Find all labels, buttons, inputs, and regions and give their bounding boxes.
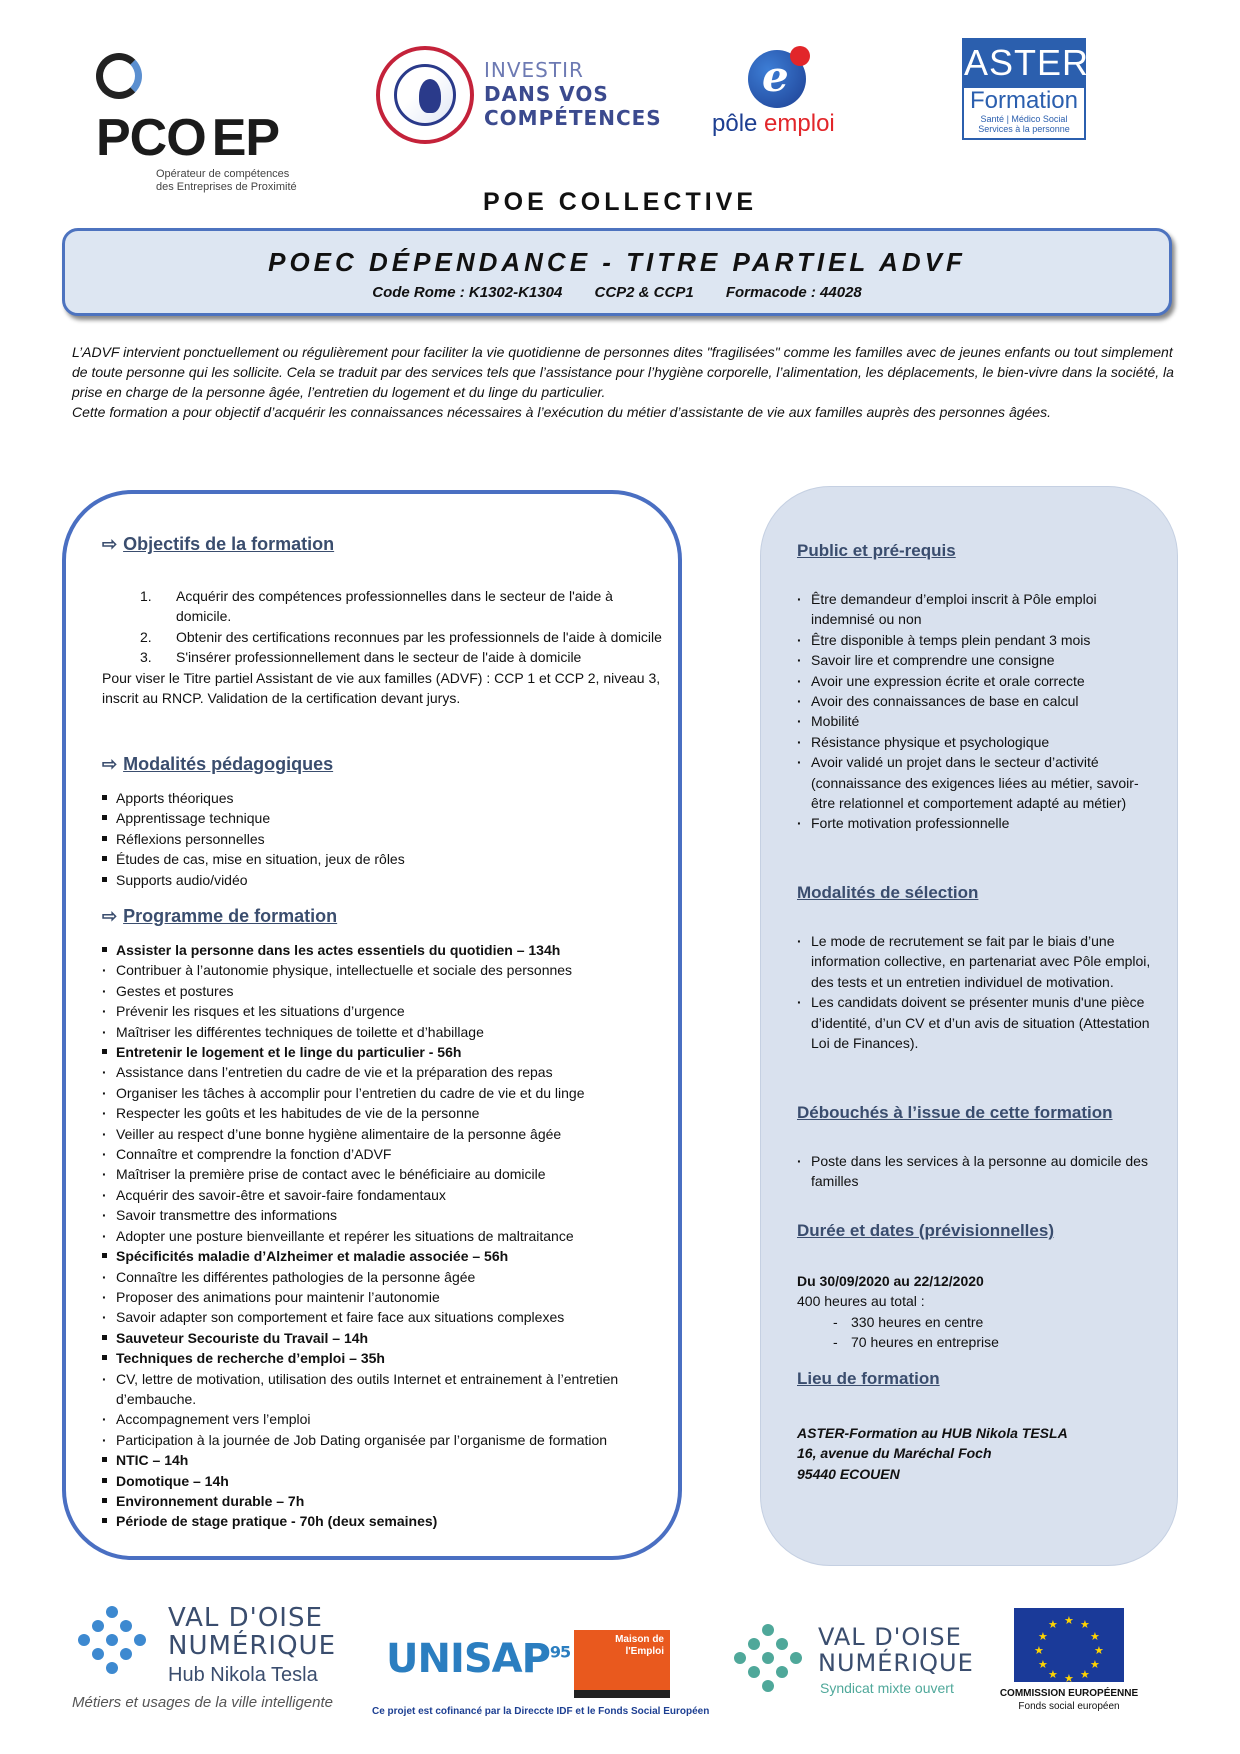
objectif-text: Acquérir des compétences professionnelles dans le secteur de l'aide à domicile.: [176, 588, 613, 625]
commission-text: COMMISSION EUROPÉENNE: [999, 1688, 1139, 1699]
objectifs-list: [102, 586, 662, 668]
selection-heading: Modalités de sélection: [797, 883, 979, 902]
list-item: Techniques de recherche d’emploi – 35h: [102, 1348, 662, 1368]
pole-emploi-ball-icon: e: [748, 50, 806, 108]
list-item: · Forte motivation professionnelle: [797, 813, 1157, 833]
list-item: · Avoir validé un projet dans le secteur d’activité (connaissance des exigences liées au métier, savoir-être relationnel et comportement adapté au métier): [797, 752, 1157, 813]
list-item: · Maîtriser les différentes techniques de toilette et d’habillage: [102, 1022, 662, 1042]
fonds-social-text: Fonds social européen: [1018, 1701, 1120, 1712]
list-item: Apprentissage technique: [102, 808, 662, 828]
course-title-box: [62, 228, 1172, 316]
investir-line2: DANS VOS: [484, 82, 609, 106]
formacode: Formacode : 44028: [725, 284, 862, 301]
opco-ep-text: EP: [211, 109, 280, 167]
course-codes: [65, 284, 1169, 301]
public-list: [797, 589, 1157, 834]
poe-collective-title: POE COLLECTIVE: [482, 188, 758, 216]
list-item: · Respecter les goûts et les habitudes de vie de la personne: [102, 1103, 662, 1123]
intro-paragraph: [72, 342, 1182, 422]
list-item: Spécificités maladie d’Alzheimer et maladie associée – 56h: [102, 1246, 662, 1266]
objectif-number: 1.: [140, 588, 152, 604]
list-item: · Le mode de recrutement se fait par le biais d’une information collective, en partenariat avec Pôle emploi, des tests et un entretien individuel de motivation.: [797, 931, 1157, 992]
list-item: Entretenir le logement et le linge du particulier - 56h: [102, 1042, 662, 1062]
selection-list: [797, 931, 1157, 1053]
list-item: · Poste dans les services à la personne au domicile des familles: [797, 1151, 1157, 1192]
list-item: · CV, lettre de motivation, utilisation des outils Internet et entrainement à l’entretien d’embauche.: [102, 1369, 662, 1410]
aster-name: ASTER: [964, 40, 1084, 88]
maison-emploi-text: Maison de l'Emploi: [615, 1634, 664, 1657]
arrow-right-icon: ⇨: [102, 906, 118, 926]
objectif-item: [102, 627, 662, 647]
lieu-heading: Lieu de formation: [797, 1369, 940, 1388]
list-item: · Organiser les tâches à accomplir pour l’entretien du cadre de vie et du linge: [102, 1083, 662, 1103]
list-item: Période de stage pratique - 70h (deux semaines): [102, 1511, 662, 1531]
list-item: · Avoir des connaissances de base en calcul: [797, 691, 1157, 711]
objectif-number: 3.: [140, 649, 152, 666]
list-item: Supports audio/vidéo: [102, 870, 662, 890]
investir-competences-logo: [376, 44, 666, 144]
objectifs-heading-text: Objectifs de la formation: [123, 534, 335, 554]
list-item: NTIC – 14h: [102, 1450, 662, 1470]
list-item: · Maîtriser la première prise de contact avec le bénéficiaire au domicile: [102, 1164, 662, 1184]
list-item: · Avoir une expression écrite et orale correcte: [797, 671, 1157, 691]
list-item: · Adopter une posture bienveillante et repérer les situations de maltraitance: [102, 1226, 662, 1246]
duree-block: [797, 1271, 1157, 1353]
val-doise-numerique-hub-logo: [72, 1598, 342, 1716]
opco-o-mark: [96, 53, 142, 99]
list-item: · Proposer des animations pour maintenir l’autonomie: [102, 1287, 662, 1307]
programme-list: [102, 940, 662, 1532]
list-item: · Les candidats doivent se présenter munis d'une pièce d’identité, d’un CV et d’un avis de situation (Attestation Loi de Finances).: [797, 992, 1157, 1053]
programme-block: [102, 940, 662, 1532]
opco-subtitle-2: des Entreprises de Proximité: [156, 181, 297, 193]
maison-emploi-logo: [574, 1630, 670, 1690]
unisap-number: 95: [549, 1642, 571, 1662]
syndicat-text: Syndicat mixte ouvert: [820, 1680, 954, 1696]
opco-subtitle-1: Opérateur de compétences: [156, 168, 290, 180]
pole-emploi-logo: [712, 46, 837, 146]
list-item: · Savoir lire et comprendre une consigne: [797, 650, 1157, 670]
investir-seal-icon: [376, 46, 474, 144]
modalites-block: [102, 788, 662, 890]
valdoise-line-1: VAL D'OISE: [168, 1603, 323, 1633]
valdoise-line-2: NUMÉRIQUE: [818, 1649, 974, 1677]
intro-text-1: L’ADVF intervient ponctuellement ou régulièrement pour faciliter la vie quotidienne de personnes dites "fragilisées" comme les familles avec de jeunes enfants ou tout simplement de toute personne qui les sollicite. Cela se traduit par des services tels que l’assistance pour l’hygiène corporelle, l’alimentation, les déplacements, le bien-vivre dans la société, la prise en charge de la personne âgée, l’entretien du logement et du linge du particulier.: [72, 344, 1174, 400]
objectifs-block: [102, 586, 662, 708]
investir-line1: INVESTIR: [484, 58, 584, 82]
right-panel: [760, 486, 1178, 1566]
objectif-text: Obtenir des certifications reconnues par les professionnels de l'aide à domicile: [176, 628, 662, 645]
dots-network-icon: [734, 1624, 804, 1694]
unisap-logo: [366, 1630, 710, 1720]
opco-pco-text: PCO: [96, 109, 206, 167]
list-item: · Accompagnement vers l’emploi: [102, 1409, 662, 1429]
list-item: · Résistance physique et psychologique: [797, 732, 1157, 752]
list-item: · Participation à la journée de Job Dating organisée par l’organisme de formation: [102, 1430, 662, 1450]
list-item: · Gestes et postures: [102, 981, 662, 1001]
list-item: Sauveteur Secouriste du Travail – 14h: [102, 1328, 662, 1348]
commission-europeenne-logo: [994, 1608, 1144, 1718]
list-item: · Connaître et comprendre la fonction d’ADVF: [102, 1144, 662, 1164]
lieu-line-3: 95440 ECOUEN: [797, 1465, 900, 1482]
aster-formation-text: Formation: [969, 87, 1079, 114]
arrow-right-icon: ⇨: [102, 754, 118, 774]
left-panel: [62, 490, 682, 1560]
dots-network-icon: [78, 1606, 148, 1676]
list-item: · Veiller au respect d’une bonne hygiène alimentaire de la personne âgée: [102, 1124, 662, 1144]
val-doise-numerique-syndicat-logo: [734, 1620, 974, 1710]
debouches-list: [797, 1151, 1157, 1192]
duree-dates: Du 30/09/2020 au 22/12/2020: [797, 1273, 984, 1289]
duree-total: 400 heures au total :: [797, 1293, 925, 1310]
list-item: · Prévenir les risques et les situations d’urgence: [102, 1001, 662, 1021]
list-item: · Connaître les différentes pathologies de la personne âgée: [102, 1267, 662, 1287]
modalites-heading: [102, 754, 333, 775]
code-rome: Code Rome : K1302-K1304: [372, 284, 563, 301]
selection-block: [797, 931, 1157, 1053]
modalites-heading-text: Modalités pédagogiques: [123, 754, 334, 774]
valdoise-line-2: NUMÉRIQUE: [168, 1631, 336, 1661]
valdoise-line-1: VAL D'OISE: [818, 1623, 962, 1651]
duree-heading: Durée et dates (prévisionnelles): [797, 1221, 1054, 1240]
list-item: · Contribuer à l’autonomie physique, intellectuelle et sociale des personnes: [102, 960, 662, 980]
list-item: - 70 heures en entreprise: [833, 1332, 1157, 1352]
debouches-heading: Débouchés à l’issue de cette formation: [797, 1103, 1113, 1122]
pole-emploi-text-1: pôle: [712, 110, 765, 137]
list-item: · Savoir transmettre des informations: [102, 1205, 662, 1225]
programme-heading-text: Programme de formation: [123, 906, 338, 926]
list-item: - 330 heures en centre: [833, 1312, 1157, 1332]
pole-emploi-text-2: emploi: [764, 110, 835, 137]
eu-flag-icon: ★ ★ ★ ★ ★ ★ ★ ★ ★ ★ ★ ★: [1014, 1608, 1124, 1682]
list-item: · Être disponible à temps plein pendant 3 mois: [797, 630, 1157, 650]
modalites-list: [102, 788, 662, 890]
arrow-right-icon: ⇨: [102, 534, 118, 554]
lieu-line-2: 16, avenue du Maréchal Foch: [797, 1445, 992, 1462]
list-item: Assister la personne dans les actes essentiels du quotidien – 134h: [102, 940, 662, 960]
list-item: · Mobilité: [797, 711, 1157, 731]
list-item: · Être demandeur d’emploi inscrit à Pôle emploi indemnisé ou non: [797, 589, 1157, 630]
list-item: · Savoir adapter son comportement et faire face aux situations complexes: [102, 1307, 662, 1327]
duree-list: [833, 1312, 1157, 1353]
cofinancement-text: Ce projet est cofinancé par la Direccte IDF et le Fonds Social Européen: [372, 1706, 710, 1717]
aster-small-2: Services à la personne: [978, 124, 1070, 134]
investir-line3: COMPÉTENCES: [484, 106, 662, 130]
list-item: Études de cas, mise en situation, jeux de rôles: [102, 849, 662, 869]
unisap-name: UNISAP: [386, 1636, 550, 1682]
list-item: · Acquérir des savoir-être et savoir-faire fondamentaux: [102, 1185, 662, 1205]
objectifs-heading: [102, 534, 334, 555]
intro-text-2: Cette formation a pour objectif d’acquérir les connaissances nécessaires à l’exécution du métier d’assistante de vie aux familles auprès des personnes âgées.: [72, 404, 1051, 420]
list-item: Environnement durable – 7h: [102, 1491, 662, 1511]
ccp-codes: CCP2 & CCP1: [594, 284, 694, 301]
list-item: · Assistance dans l’entretien du cadre de vie et la préparation des repas: [102, 1062, 662, 1082]
hub-nikola-tesla-text: Hub Nikola Tesla: [168, 1664, 318, 1686]
objectif-number: 2.: [140, 628, 152, 645]
list-item: Apports théoriques: [102, 788, 662, 808]
objectif-item: [102, 586, 662, 627]
list-item: Domotique – 14h: [102, 1471, 662, 1491]
objectifs-note: Pour viser le Titre partiel Assistant de vie aux familles (ADVF) : CCP 1 et CCP 2, niveau 3, inscrit au RNCP. Validation de la certification devant jurys.: [102, 669, 661, 707]
aster-small-1: Santé | Médico Social: [980, 114, 1068, 124]
lieu-block: [797, 1423, 1157, 1484]
public-block: [797, 589, 1157, 834]
objectif-text: S'insérer professionnellement dans le secteur de l'aide à domicile: [176, 649, 582, 666]
public-heading: Public et pré-requis: [797, 541, 956, 560]
debouches-block: [797, 1151, 1157, 1192]
valdoise-tagline: Métiers et usages de la ville intelligente: [72, 1694, 333, 1711]
programme-heading: [102, 906, 337, 927]
aster-formation-logo: [962, 38, 1090, 140]
lieu-line-1: ASTER-Formation au HUB Nikola TESLA: [797, 1425, 1068, 1441]
objectif-item: [102, 647, 662, 667]
opco-ep-logo: [96, 48, 316, 193]
list-item: Réflexions personnelles: [102, 829, 662, 849]
course-title: POEC DÉPENDANCE - TITRE PARTIEL ADVF: [268, 247, 966, 277]
